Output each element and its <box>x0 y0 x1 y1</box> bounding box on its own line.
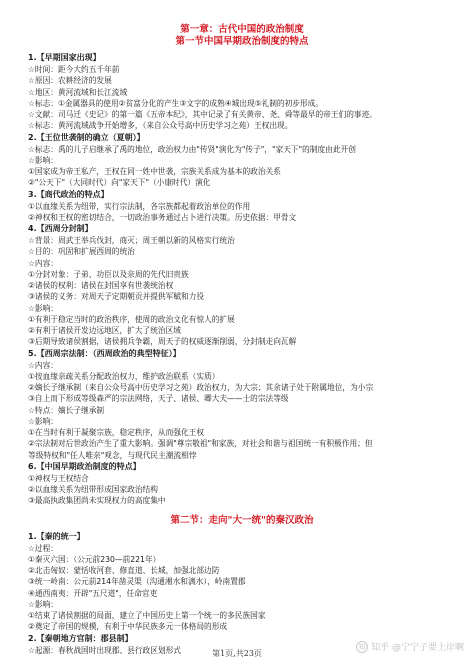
text-line: ②奠定了帝国的规模，有利于中华民族多元一体格局的形成 <box>28 622 228 632</box>
text-line: ☆文献：司马迁《史记》的第一篇《五帝本纪》，其中记录了有关黄帝、尧、舜等最早的帝王们的事迹。 <box>28 110 377 119</box>
section-heading: 1.【秦的统一】 <box>28 531 85 541</box>
text-line: ③诸侯的义务：对周天子定期朝贡并提供军赋和力役 <box>28 292 205 302</box>
text-line: ①国家成为帝王私产，王权在同一姓中世袭，宗族关系成为基本的政治关系 <box>28 167 281 176</box>
text-line: ☆内容： <box>28 360 58 370</box>
text-line: ☆内容： <box>28 258 58 268</box>
zhihu-logo-icon: 知 <box>356 641 368 653</box>
text-line: ☆标志：①金属器具的使用②贫富分化的产生③文字的成熟④城出现⑤礼制的初步形成。 <box>28 98 324 108</box>
section-heading: 4.【西周分封制】 <box>28 224 93 233</box>
text-line: ③后期导致诸侯割据，诸侯拥兵争霸，周天子的权威逐渐削弱，分封制走向瓦解 <box>28 337 297 347</box>
text-line: ③最高执政集团尚未实现权力的高度集中 <box>28 496 166 506</box>
text-line: ①分封对象：子弟、功臣以及亲周的先代旧贵族 <box>28 269 189 279</box>
text-line: ☆影响： <box>28 155 58 165</box>
text-line: ②嫡长子继承制（来自公众号高中历史学习之苑）政治权力，为大宗；其余诸子处于附属地位，为小宗 <box>28 383 374 392</box>
chapter-title: 第一章：古代中国的政治制度 <box>180 24 304 35</box>
section2-content <box>28 531 456 656</box>
text-line: ☆特点：嫡长子继承制 <box>28 405 105 415</box>
section-heading: 2.【秦朝地方官制：郡县制】 <box>28 633 133 643</box>
section-heading: 6.【中国早期政治制度的特点】 <box>28 461 141 471</box>
text-line: ☆地区：黄河流域和长江流域 <box>28 87 128 97</box>
section1-content <box>28 52 456 507</box>
text-line: ③统一岭南：公元前214年凿灵渠（沟通湘水和漓水），岭南置郡 <box>28 577 246 587</box>
text-line: ☆时间：距今大约五千年前 <box>28 65 120 74</box>
watermark-text: 知乎 @宁宁子要上岸啊 <box>371 643 464 653</box>
text-line: ①按血缘亲疏关系分配政治权力，维护政治联系（实质） <box>28 371 220 381</box>
text-line: ①结束了诸侯割据的局面，建立了中国历史上第一个统一的多民族国家 <box>28 611 266 620</box>
text-line: ①秦灭六国：（公元前230—前221年） <box>28 554 161 564</box>
text-line: ☆背景：周武王举兵伐封，商灭；周王朝以新的风格实行统治 <box>28 236 235 245</box>
text-line: ②北击匈奴：蒙恬收河套、修直道、长城，加强北部边防 <box>28 566 220 575</box>
watermark <box>356 640 464 653</box>
text-line: ①以血缘关系为纽带，实行宗法制，各宗族都起着政治单位的作用 <box>28 201 251 211</box>
text-line: ①在当时有利于凝聚宗族，稳定秩序，从而强化王权 <box>28 428 205 437</box>
text-line: ☆标志：禹的儿子启继承了禹的地位，政治权力由"传贤"演化为"传子"，"家天下"的制度由此开创 <box>28 144 356 154</box>
text-line: ②宗法制对后世政治产生了重大影响。强调"尊宗敬祖"和家族，对社会和谐与祖国统一有积极作用；但 <box>28 439 373 449</box>
text-line: ☆影响： <box>28 416 58 426</box>
section2-title: 第二节：走向"大一统"的秦汉政治 <box>170 514 314 526</box>
section-heading: 5.【西周宗法制：（西周政治的典型特征）】 <box>28 348 181 358</box>
text-line: ②有利于诸侯开发边远地区，扩大了统治区域 <box>28 326 181 335</box>
text-line: ☆目的：巩固和扩展西周的统治 <box>28 247 135 257</box>
section-heading: 3.【商代政治的特点】 <box>28 189 109 199</box>
text-line: ☆过程： <box>28 543 58 553</box>
text-line: ③自上而下形成等级森严的宗法网络，天子、诸侯、卿大夫——士的宗法等级 <box>28 394 289 404</box>
section-heading: 1.【早期国家出现】 <box>28 53 101 62</box>
text-line: 等级特权和"任人唯亲"观念，与现代民主潮流相悖 <box>28 450 197 460</box>
text-line: ②"公天下"（大同时代）向"家天下"（小康时代）演化 <box>28 178 211 188</box>
text-line: ☆影响： <box>28 303 58 313</box>
section-heading: 2.【王位世袭制的确立（夏朝）】 <box>28 132 145 142</box>
text-line: ②以血缘关系为纽带形成国家政治结构 <box>28 485 158 494</box>
document-page <box>28 24 456 656</box>
section1-title: 第一节中国早期政治制度的特点 <box>175 36 309 47</box>
text-line: ☆原因：农耕经济的发展 <box>28 76 112 86</box>
text-line: ①有利于稳定当时的政治秩序，使周的政治文化有惊人的扩展 <box>28 314 235 324</box>
text-line: ②神权和王权的密切结合，一切政治事务通过占卜进行决策。历史依据：甲骨文 <box>28 212 297 222</box>
text-line: ☆影响： <box>28 599 58 609</box>
text-line: ④通西南夷：开辟"五尺道"，任命官吏 <box>28 588 158 598</box>
text-line: ②诸侯的权利：诸侯在封国享有世袭统治权 <box>28 281 174 290</box>
page-footer: 第1页,共23页 <box>212 649 262 658</box>
text-line: ☆起源：春秋战国时出现郡、县行政区划形式 <box>28 645 181 655</box>
text-line: ①神权与王权结合 <box>28 473 89 483</box>
text-line: ☆标志：黄河流域战争开始增多，（来自公众号高中历史学习之苑）王权出现。 <box>28 121 293 131</box>
